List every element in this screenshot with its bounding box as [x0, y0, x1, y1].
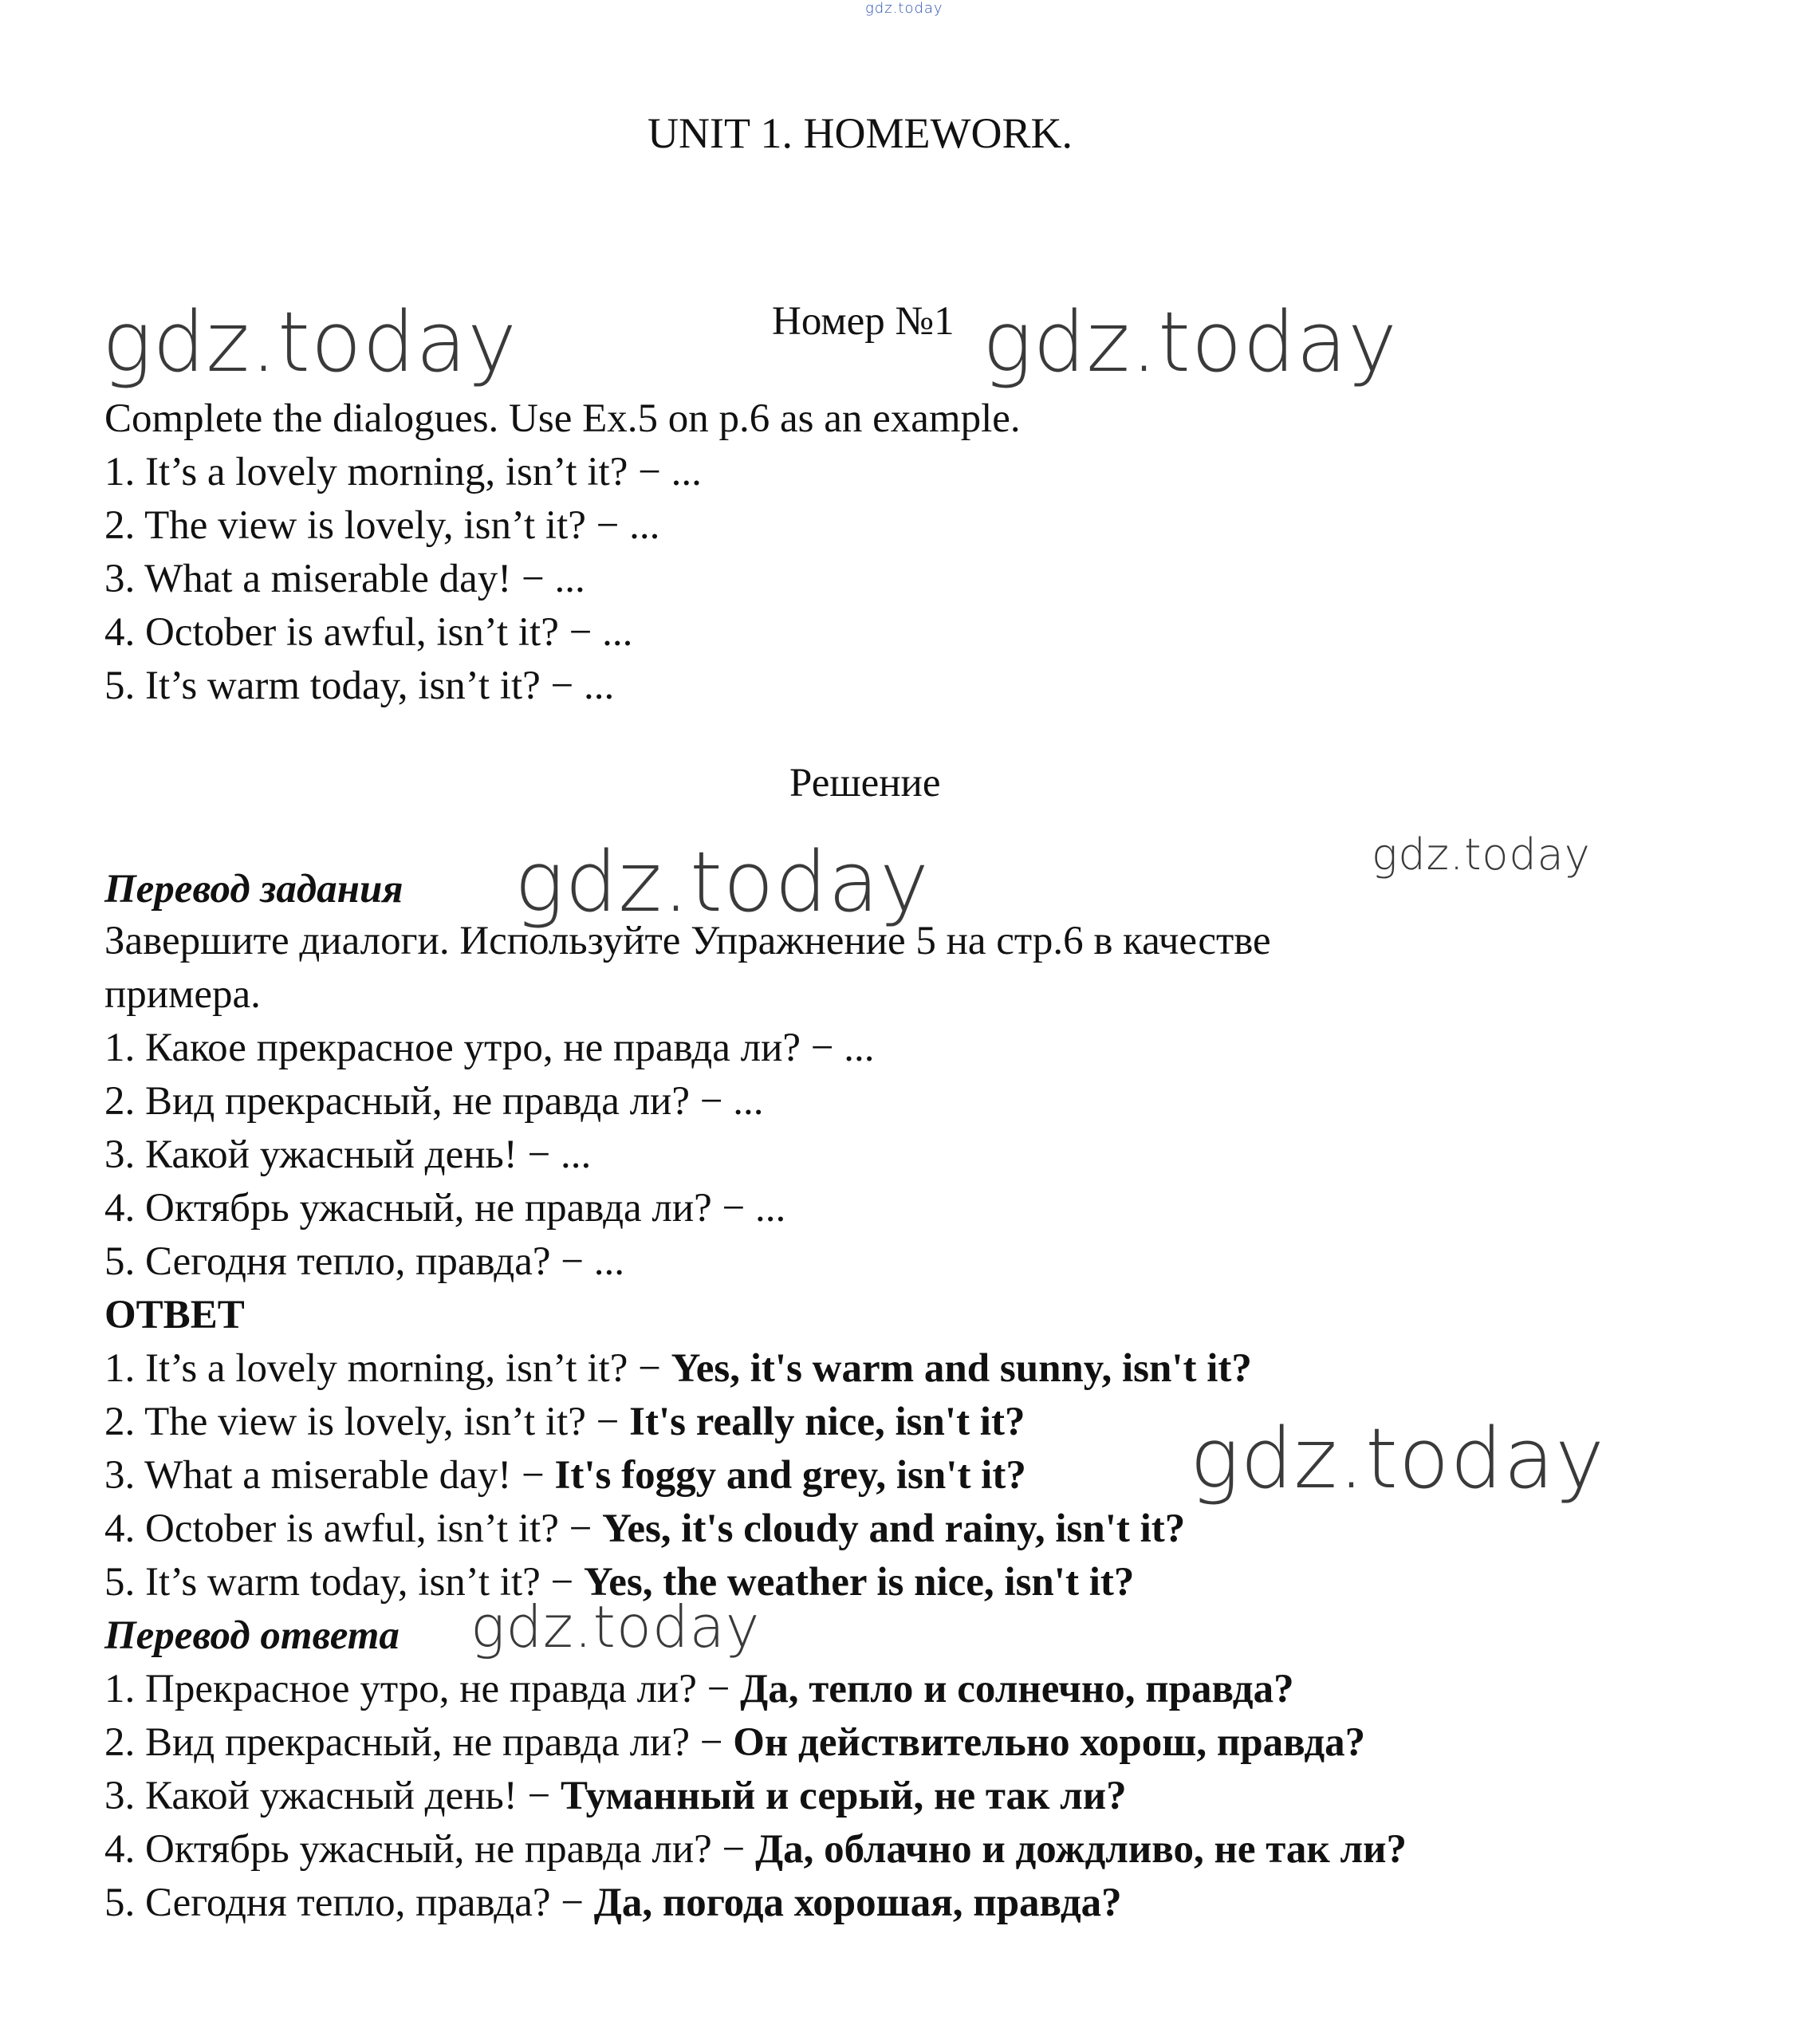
- answer-translation-question: 5. Сегодня тепло, правда? −: [104, 1881, 594, 1925]
- task-item: 3. What a miserable day! − ...: [104, 557, 585, 601]
- solution-heading: Решение: [789, 761, 941, 805]
- translation-instruction: Завершите диалоги. Используйте Упражнение 5 на стр.6 в качестве: [104, 919, 1271, 963]
- answer-question: 1. It’s a lovely morning, isn’t it? −: [104, 1346, 671, 1391]
- answer-response: It's foggy and grey, isn't it?: [554, 1453, 1026, 1498]
- answer-translation-row: [104, 1665, 1294, 1713]
- answer-translation-response: Туманный и серый, не так ли?: [561, 1774, 1127, 1818]
- answer-question: 2. The view is lovely, isn’t it? −: [104, 1400, 630, 1444]
- watermark-1: gdz.today: [102, 293, 518, 391]
- translation-instruction: примера.: [104, 972, 261, 1017]
- answer-translation-question: 2. Вид прекрасный, не правда ли? −: [104, 1720, 734, 1765]
- answer-translation-question: 4. Октябрь ужасный, не правда ли? −: [104, 1827, 756, 1872]
- answer-response: Yes, the weather is nice, isn't it?: [584, 1560, 1135, 1605]
- answer-translation-row: [104, 1879, 1122, 1927]
- answer-response: It's really nice, isn't it?: [629, 1400, 1025, 1444]
- watermark-5: gdz.today: [1190, 1410, 1605, 1507]
- page-title: UNIT 1. HOMEWORK.: [648, 109, 1073, 157]
- translation-item: 4. Октябрь ужасный, не правда ли? − ...: [104, 1186, 786, 1231]
- answer-heading: [104, 1291, 245, 1339]
- task-item: 4. October is awful, isn’t it? − ...: [104, 610, 633, 655]
- answer-translation-row: [104, 1772, 1127, 1820]
- top-watermark: gdz.today: [865, 0, 943, 17]
- task-item: 1. It’s a lovely morning, isn’t it? − ...: [104, 450, 702, 494]
- answer-translation-response: Он действительно хорош, правда?: [733, 1720, 1366, 1765]
- translation-item: 5. Сегодня тепло, правда? − ...: [104, 1239, 625, 1284]
- exercise-number: Номер №1: [772, 299, 955, 344]
- answer-response: Yes, it's cloudy and rainy, isn't it?: [602, 1506, 1186, 1551]
- answer-translation-row: [104, 1825, 1407, 1873]
- watermark-6: gdz.today: [470, 1593, 761, 1660]
- answer-response: Yes, it's warm and sunny, isn't it?: [671, 1346, 1252, 1391]
- answer-question: 5. It’s warm today, isn’t it? −: [104, 1560, 585, 1605]
- answer-translation-heading: Перевод ответа: [104, 1613, 400, 1658]
- translation-item: 2. Вид прекрасный, не правда ли? − ...: [104, 1079, 764, 1124]
- answer-heading-text: ОТВЕТ: [104, 1293, 245, 1337]
- answer-translation-question: 1. Прекрасное утро, не правда ли? −: [104, 1667, 741, 1711]
- answer-question: 3. What a miserable day! −: [104, 1453, 555, 1498]
- task-item: 5. It’s warm today, isn’t it? − ...: [104, 664, 615, 708]
- watermark-3: gdz.today: [514, 833, 930, 931]
- answer-question: 4. October is awful, isn’t it? −: [104, 1506, 603, 1551]
- watermark-4: gdz.today: [1372, 829, 1591, 880]
- answer-translation-response: Да, облачно и дождливо, не так ли?: [755, 1827, 1407, 1872]
- task-instruction: Complete the dialogues. Use Ex.5 on p.6 as an example.: [104, 396, 1021, 441]
- answer-row: [104, 1345, 1252, 1392]
- answer-translation-question: 3. Какой ужасный день! −: [104, 1774, 561, 1818]
- answer-row: [104, 1398, 1025, 1446]
- answer-translation-response: Да, тепло и солнечно, правда?: [740, 1667, 1294, 1711]
- answer-translation-response: Да, погода хорошая, правда?: [593, 1881, 1122, 1925]
- answer-translation-row: [104, 1719, 1365, 1766]
- answer-row: [104, 1451, 1026, 1499]
- watermark-2: gdz.today: [982, 293, 1398, 391]
- translation-heading: Перевод задания: [104, 867, 403, 912]
- translation-item: 1. Какое прекрасное утро, не правда ли? − ...: [104, 1026, 875, 1070]
- answer-row: [104, 1505, 1185, 1553]
- task-item: 2. The view is lovely, isn’t it? − ...: [104, 503, 660, 548]
- translation-item: 3. Какой ужасный день! − ...: [104, 1132, 592, 1177]
